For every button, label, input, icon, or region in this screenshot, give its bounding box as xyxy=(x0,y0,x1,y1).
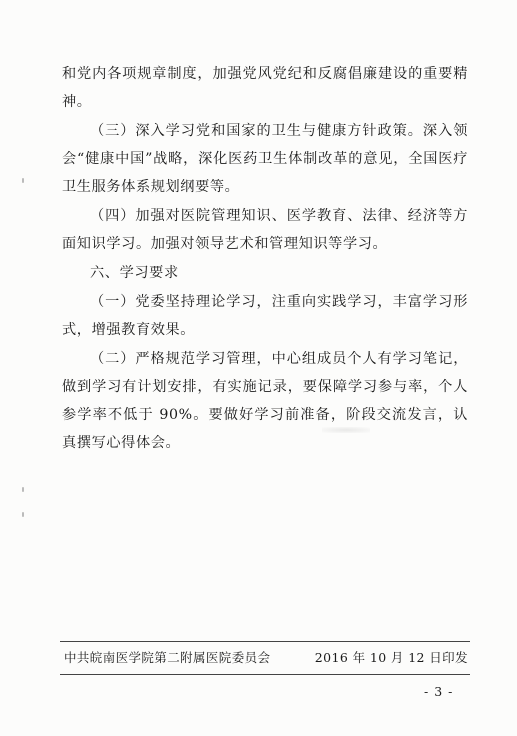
section-heading-6: 六、学习要求 xyxy=(90,265,179,281)
paragraph-requirement-1: （一）党委坚持理论学习，注重向实践学习，丰富学习形式，增强教育效果。 xyxy=(62,294,468,338)
document-body xyxy=(62,60,468,458)
scan-speck xyxy=(22,487,24,492)
footer-date: 2016 年 10 月 12 日印发 xyxy=(314,650,468,665)
paragraph-continuation: 和党内各项规章制度，加强党风党纪和反腐倡廉建设的重要精神。 xyxy=(62,66,468,110)
scan-speck xyxy=(22,512,24,517)
footer-issuer: 中共皖南医学院第二附属医院委员会 xyxy=(64,650,271,665)
footer xyxy=(64,648,468,666)
paragraph-item-4: （四）加强对医院管理知识、医学教育、法律、经济等方面知识学习。加强对领导艺术和管理知识等学习。 xyxy=(62,208,468,252)
scan-speck xyxy=(22,178,24,183)
footer-bottom-rule xyxy=(60,674,470,675)
paragraph-item-3: （三）深入学习党和国家的卫生与健康方针政策。深入领会“健康中国”战略，深化医药卫生体制改革的意见，全国医疗卫生服务体系规划纲要等。 xyxy=(62,123,468,195)
footer-top-rule xyxy=(60,641,470,642)
paragraph-requirement-2: （二）严格规范学习管理，中心组成员个人有学习笔记，做到学习有计划安排，有实施记录，要保障学习参与率，个人参学率不低于 90%。要做好学习前准备，阶段交流发言，认真撰写心得体会。 xyxy=(62,351,468,451)
page-number: - 3 - xyxy=(424,684,454,699)
